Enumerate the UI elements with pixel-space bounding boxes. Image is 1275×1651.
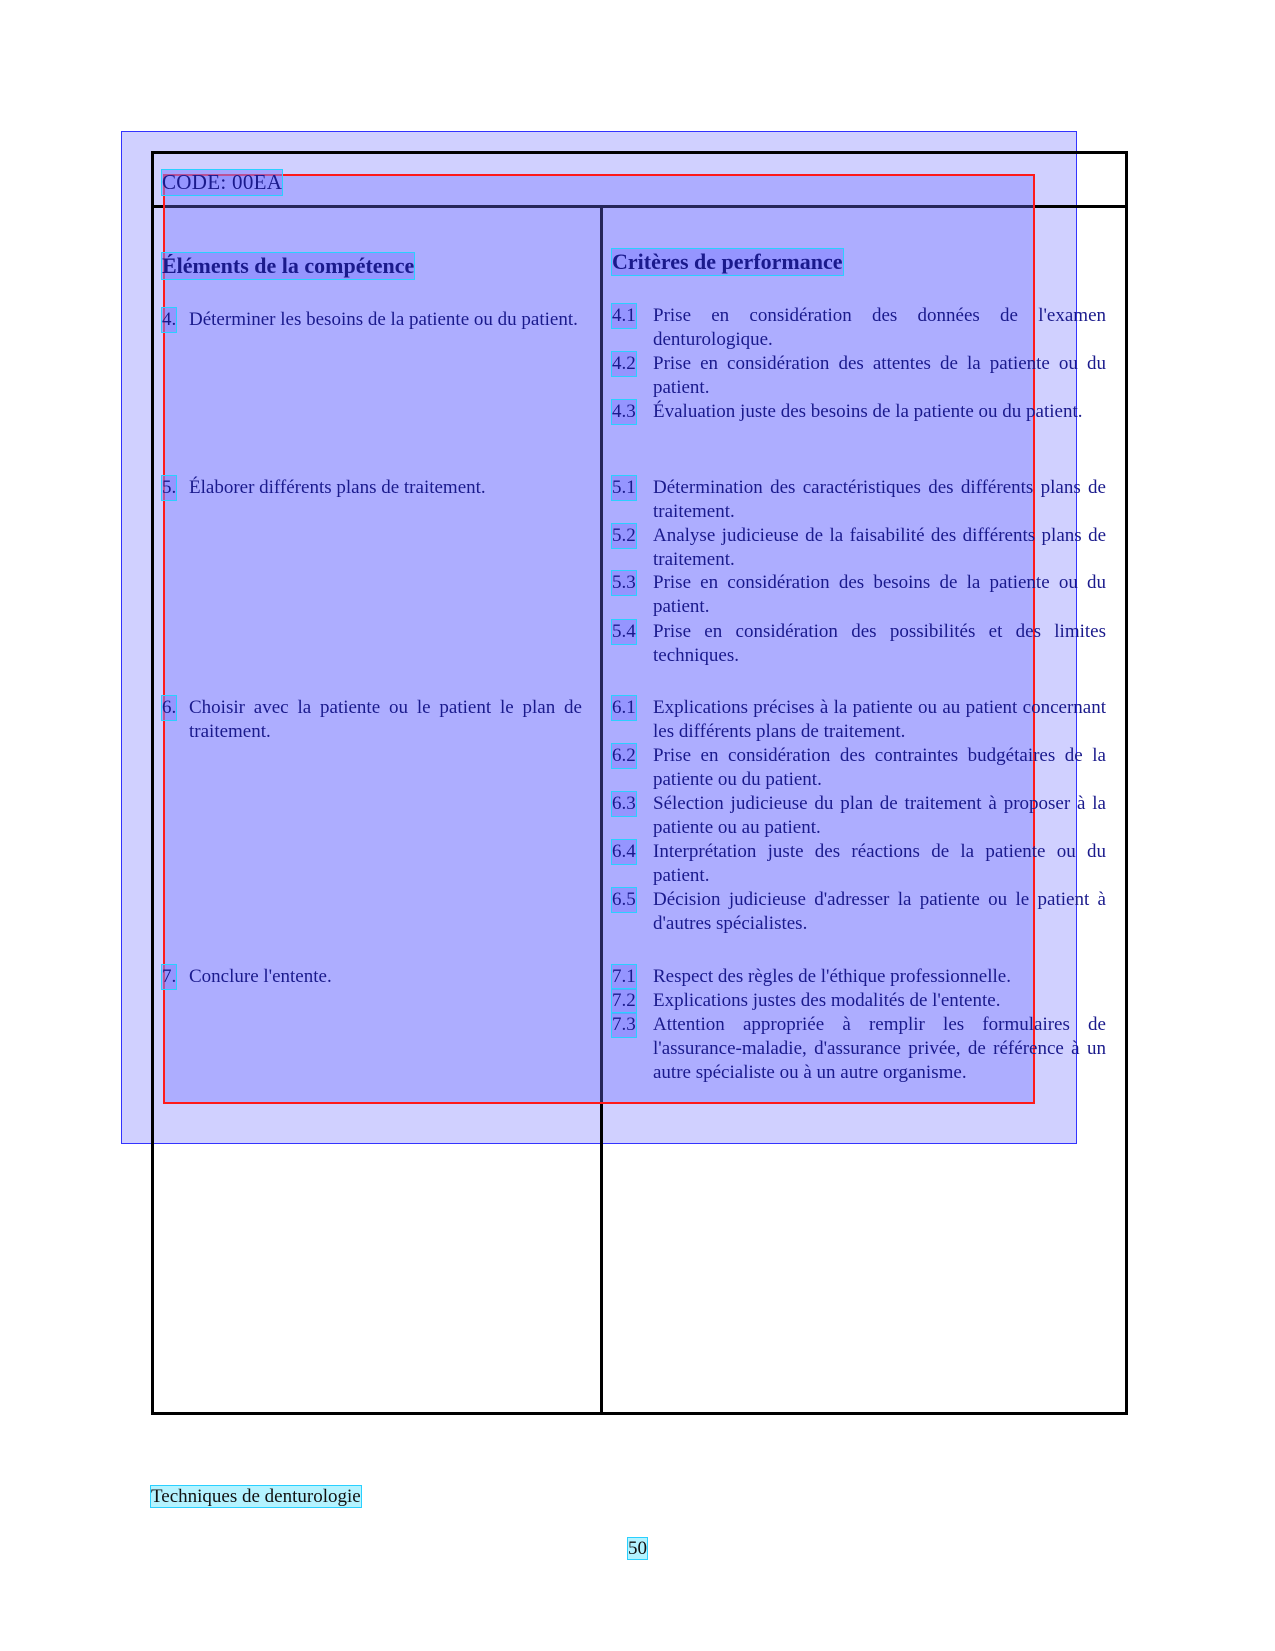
criterion-item — [612, 696, 1106, 744]
criterion-text: Décision judicieuse d'adresser la patiente ou le patient à d'autres spécialistes. — [653, 889, 1106, 934]
criterion-text: Prise en considération des contraintes budgétaires de la patiente ou du patient. — [653, 745, 1106, 790]
criterion-text: Sélection judicieuse du plan de traitement à proposer à la patiente ou au patient. — [653, 793, 1106, 838]
criterion-number: 6.5 — [612, 889, 636, 910]
criterion-number: 7.3 — [612, 1014, 636, 1035]
criterion-item — [612, 965, 1106, 989]
criterion-text: Explications précises à la patiente ou au patient concernant les différents plans de traitement. — [653, 697, 1106, 742]
element-text: Élaborer différents plans de traitement. — [189, 477, 486, 498]
element-text: Choisir avec la patiente ou le patient le plan de traitement. — [189, 697, 582, 742]
element-item — [162, 308, 582, 332]
criterion-number: 6.3 — [612, 793, 636, 814]
document-footer — [151, 1486, 361, 1508]
element-item — [162, 476, 582, 500]
criterion-text: Respect des règles de l'éthique professionnelle. — [653, 966, 1011, 987]
code-label: CODE: 00EA — [162, 170, 283, 194]
criterion-item — [612, 620, 1106, 668]
criterion-text: Prise en considération des besoins de la patiente ou du patient. — [653, 572, 1106, 617]
criterion-text: Interprétation juste des réactions de la patiente ou du patient. — [653, 841, 1106, 886]
page-number-text: 50 — [628, 1538, 647, 1559]
page-number — [0, 1538, 1275, 1560]
criterion-number: 5.3 — [612, 572, 636, 593]
criterion-number: 5.4 — [612, 621, 636, 642]
element-text: Conclure l'entente. — [189, 966, 332, 987]
criterion-text: Attention appropriée à remplir les formulaires de l'assurance-maladie, d'assurance privée, de référence à un autre spécialiste ou à un autre organisme. — [653, 1014, 1106, 1083]
element-item — [162, 696, 582, 744]
elements-header: Éléments de la compétence — [162, 253, 415, 278]
criterion-item — [612, 744, 1106, 792]
element-number: 5. — [162, 477, 177, 498]
criterion-text: Détermination des caractéristiques des différents plans de traitement. — [653, 477, 1106, 522]
criterion-number: 6.1 — [612, 697, 636, 718]
criterion-text: Évaluation juste des besoins de la patiente ou du patient. — [653, 401, 1083, 422]
criterion-number: 4.1 — [612, 305, 636, 326]
criterion-item — [612, 792, 1106, 840]
element-text: Déterminer les besoins de la patiente ou du patient. — [189, 309, 578, 330]
criterion-item — [612, 840, 1106, 888]
criterion-item — [612, 989, 1106, 1013]
criterion-item — [612, 524, 1106, 572]
criterion-item — [612, 888, 1106, 936]
criterion-item — [612, 400, 1106, 424]
criterion-number: 4.3 — [612, 401, 636, 422]
criterion-text: Prise en considération des attentes de la patiente ou du patient. — [653, 353, 1106, 398]
criterion-text: Prise en considération des données de l'examen denturologique. — [653, 305, 1106, 350]
criterion-item — [612, 1013, 1106, 1085]
criterion-text: Analyse judicieuse de la faisabilité des différents plans de traitement. — [653, 525, 1106, 570]
criteria-header: Critères de performance — [612, 249, 843, 274]
criterion-number: 7.2 — [612, 990, 636, 1011]
criterion-number: 5.2 — [612, 525, 636, 546]
element-number: 6. — [162, 697, 177, 718]
criterion-text: Prise en considération des possibilités et des limites techniques. — [653, 621, 1106, 666]
element-number: 4. — [162, 309, 177, 330]
criterion-text: Explications justes des modalités de l'entente. — [653, 990, 1001, 1011]
criterion-item — [612, 352, 1106, 400]
criterion-number: 5.1 — [612, 477, 636, 498]
criterion-item — [612, 304, 1106, 352]
criterion-number: 4.2 — [612, 353, 636, 374]
element-number: 7. — [162, 966, 177, 987]
criterion-item — [612, 476, 1106, 524]
criterion-number: 7.1 — [612, 966, 636, 987]
footer-title: Techniques de denturologie — [151, 1486, 361, 1507]
criterion-item — [612, 571, 1106, 619]
element-item — [162, 965, 582, 989]
criterion-number: 6.4 — [612, 841, 636, 862]
criterion-number: 6.2 — [612, 745, 636, 766]
